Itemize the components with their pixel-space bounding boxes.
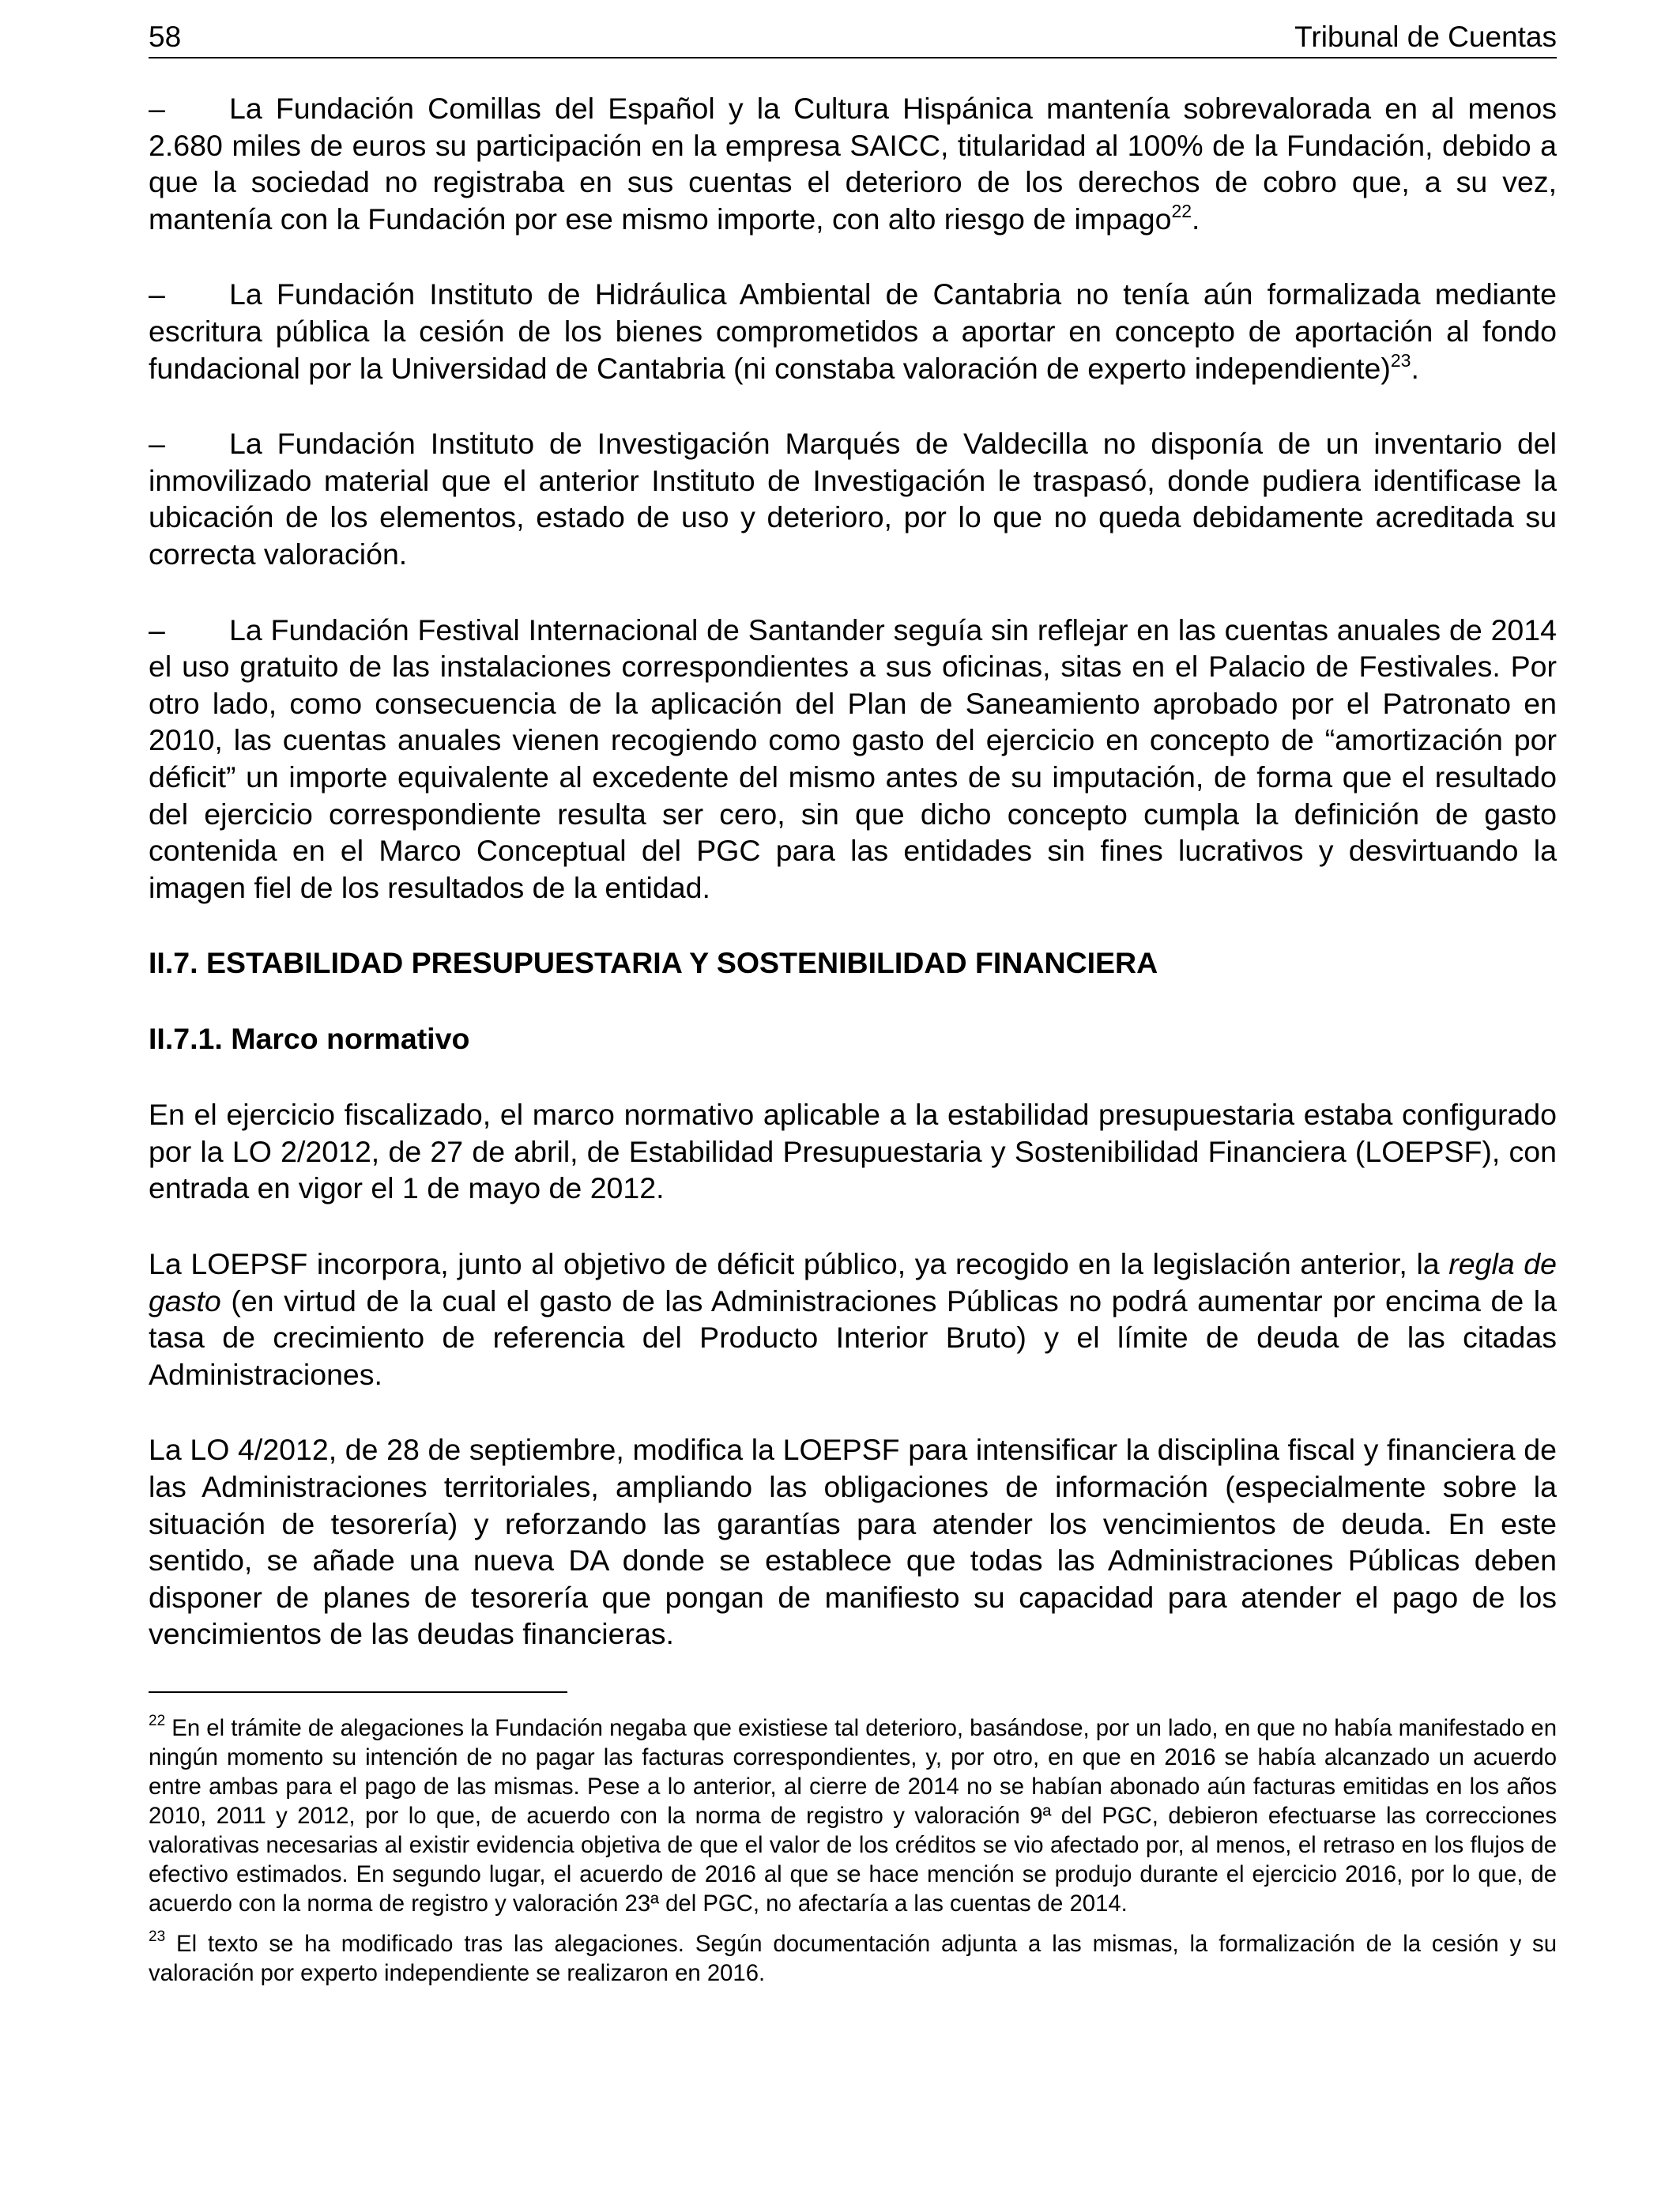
dash-marker: –: [149, 277, 165, 311]
footnote-number: 22: [149, 1713, 166, 1729]
footnote-separator: [149, 1691, 567, 1693]
document-page: [149, 17, 1557, 1999]
footnote-ref[interactable]: 23: [1390, 349, 1411, 371]
footnote-ref[interactable]: 22: [1171, 200, 1192, 221]
bullet-text: La Fundación Instituto de Hidráulica Ambiental de Cantabria no tenía aún formalizada mediante escritura pública la cesión de los bienes comprometidos a aportar en concepto de aportación al fondo fundacional por la Universidad de Cantabria (ni constaba valoración de experto independiente): [149, 277, 1557, 385]
paragraph-text: La LOEPSF incorpora, junto al objetivo de déficit público, ya recogido en la legislación anterior, la: [149, 1247, 1449, 1281]
footnote-text: En el trámite de alegaciones la Fundación negaba que existiese tal deterioro, basándose, por un lado, en que no había manifestado en ningún momento su intención de no pagar las facturas correspondientes, y, por otro, en que en 2016 se había alcanzado un acuerdo entre ambas para el pago de las mismas. Pese a lo anterior, al cierre de 2014 no se habían abonado aún facturas emitidas en los años 2010, 2011 y 2012, por lo que, de acuerdo con la norma de registro y valoración 9ª del PGC, debieron efectuarse las correcciones valorativas necesarias al existir evidencia objetiva de que el valor de los créditos se vio afectado por, al menos, el retraso en los flujos de efectivo estimados. En segundo lugar, el acuerdo de 2016 al que se hace mención se produjo durante el ejercicio 2016, por lo que, de acuerdo con la norma de registro y valoración 23ª del PGC, no afectaría a las cuentas de 2014.: [149, 1715, 1557, 1917]
paragraph-text: (en virtud de la cual el gasto de las Administraciones Públicas no podrá aumentar por encima de la tasa de crecimiento de referencia del Producto Interior Bruto) y el límite de deuda de las citadas Administraciones.: [149, 1284, 1557, 1391]
paragraph: En el ejercicio fiscalizado, el marco normativo aplicable a la estabilidad presupuestaria estaba configurado por la LO 2/2012, de 27 de abril, de Estabilidad Presupuestaria y Sostenibilidad Financiera (LOEPSF), con entrada en vigor el 1 de mayo de 2012.: [149, 1098, 1557, 1205]
emphasis-term: regla de gasto: [149, 1247, 1557, 1318]
body-text: [149, 90, 1557, 1988]
bullet-paragraph: [149, 612, 1557, 907]
paragraph: [149, 1246, 1557, 1393]
bullet-paragraph: [149, 276, 1557, 386]
bullet-paragraph: [149, 90, 1557, 237]
dash-marker: –: [149, 92, 165, 125]
footnote-number: 23: [149, 1928, 166, 1945]
section-heading: II.7. ESTABILIDAD PRESUPUESTARIA Y SOSTENIBILIDAD FINANCIERA: [149, 946, 1158, 980]
subsection-heading: II.7.1. Marco normativo: [149, 1022, 470, 1056]
bullet-end: .: [1192, 202, 1200, 236]
bullet-paragraph: [149, 425, 1557, 572]
dash-marker: –: [149, 613, 165, 647]
page-header: [149, 17, 1557, 58]
bullet-text: La Fundación Festival Internacional de Santander seguía sin reflejar en las cuentas anuales de 2014 el uso gratuito de las instalaciones correspondientes a sus oficinas, sitas en el Palacio de Festivales. Por otro lado, como consecuencia de la aplicación del Plan de Saneamiento aprobado por el Patronato en 2010, las cuentas anuales vienen recogiendo como gasto del ejercicio en concepto de “amortización por déficit” un importe equivalente al excedente del mismo antes de su imputación, de forma que el resultado del ejercicio correspondiente resulta ser cero, sin que dicho concepto cumpla la definición de gasto contenida en el Marco Conceptual del PGC para las entidades sin fines lucrativos y desvirtuando la imagen fiel de los resultados de la entidad.: [149, 613, 1557, 904]
dash-marker: –: [149, 427, 165, 461]
page-number: 58: [149, 21, 182, 53]
footnote-text: El texto se ha modificado tras las alegaciones. Según documentación adjunta a las mismas, la formalización de la cesión y su valoración por experto independiente se realizaron en 2016.: [149, 1931, 1557, 1986]
paragraph: La LO 4/2012, de 28 de septiembre, modifica la LOEPSF para intensificar la disciplina fiscal y financiera de las Administraciones territoriales, ampliando las obligaciones de información (especialmente sobre la situación de tesorería) y reforzando las garantías para atender los vencimientos de deuda. En este sentido, se añade una nueva DA donde se establece que todas las Administraciones Públicas deben disponer de planes de tesorería que pongan de manifiesto su capacidad para atender el pago de los vencimientos de las deudas financieras.: [149, 1433, 1557, 1651]
bullet-text: La Fundación Comillas del Español y la Cultura Hispánica mantenía sobrevalorada en al menos 2.680 miles de euros su participación en la empresa SAICC, titularidad al 100% de la Fundación, debido a que la sociedad no registraba en sus cuentas el deterioro de los derechos de cobro que, a su vez, mantenía con la Fundación por ese mismo importe, con alto riesgo de impago: [149, 92, 1557, 236]
bullet-text: La Fundación Instituto de Investigación Marqués de Valdecilla no disponía de un inventario del inmovilizado material que el anterior Instituto de Investigación le traspasó, donde pudiera identificase la ubicación de los elementos, estado de uso y deterioro, por lo que no queda debidamente acreditada su correcta valoración.: [149, 427, 1557, 571]
footnote: [149, 1929, 1557, 1988]
header-publisher: Tribunal de Cuentas: [1294, 21, 1557, 53]
footnote: [149, 1713, 1557, 1918]
bullet-end: .: [1411, 351, 1419, 385]
